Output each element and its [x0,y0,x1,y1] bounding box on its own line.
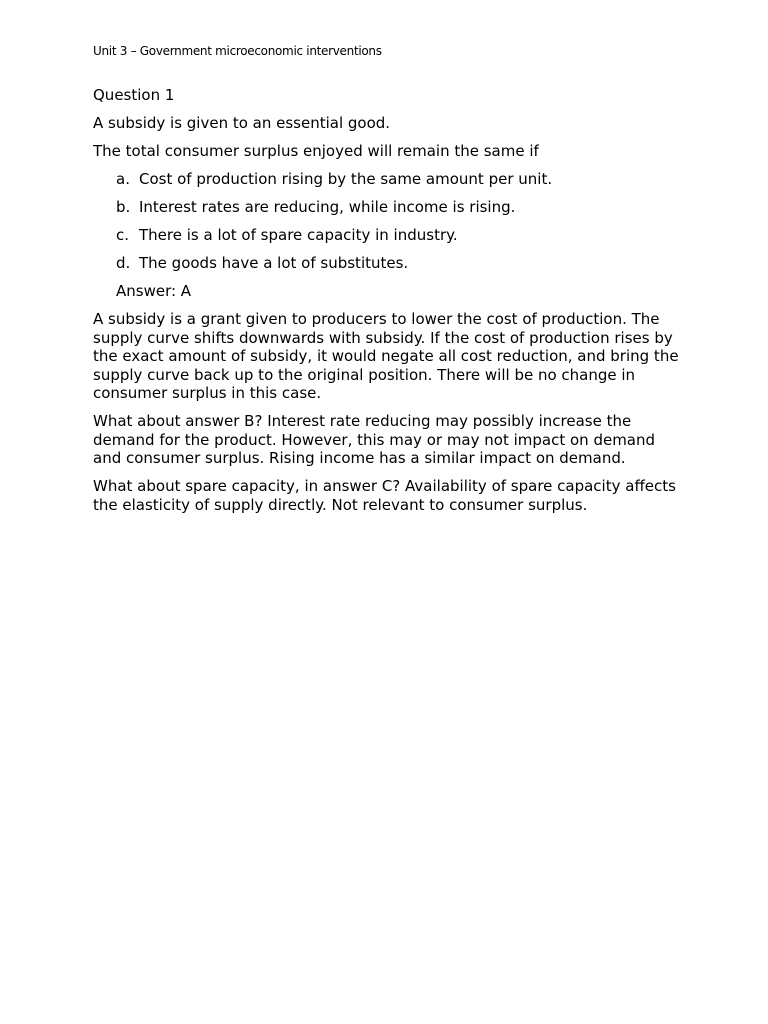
option-letter: b. [116,198,131,216]
explanation-paragraph: What about spare capacity, in answer C? Availability of spare capacity affects the elasticity of supply directly. Not relevant to consumer surplus. [93,477,676,514]
option-text: Cost of production rising by the same amount per unit. [139,170,553,188]
option-letter: c. [116,226,130,244]
document-page [93,0,683,1024]
option-d [93,254,683,273]
option-text: There is a lot of spare capacity in industry. [139,226,458,244]
document-body [93,86,683,524]
option-text: The goods have a lot of substitutes. [139,254,409,272]
option-letter: d. [116,254,131,272]
option-b [93,198,683,217]
question-title: Question 1 [93,86,175,104]
answer-options [93,170,683,273]
explanation-paragraph: A subsidy is a grant given to producers to lower the cost of production. The supply curve shifts downwards with subsidy. If the cost of production rises by the exact amount of subsidy, it would negate all cost reduction, and bring the supply curve back up to the original position. There will be no change in consumer surplus in this case. [93,310,679,402]
option-text: Interest rates are reducing, while income is rising. [139,198,516,216]
option-c [93,226,683,245]
question-intro: A subsidy is given to an essential good. [93,114,391,132]
option-a [93,170,683,189]
explanation-paragraph: What about answer B? Interest rate reducing may possibly increase the demand for the product. However, this may or may not impact on demand and consumer surplus. Rising income has a similar impact on demand. [93,412,656,467]
answer-line: Answer: A [116,282,192,300]
question-stem: The total consumer surplus enjoyed will remain the same if [93,142,539,160]
option-letter: a. [116,170,130,188]
page-header: Unit 3 – Government microeconomic interventions [93,44,382,58]
